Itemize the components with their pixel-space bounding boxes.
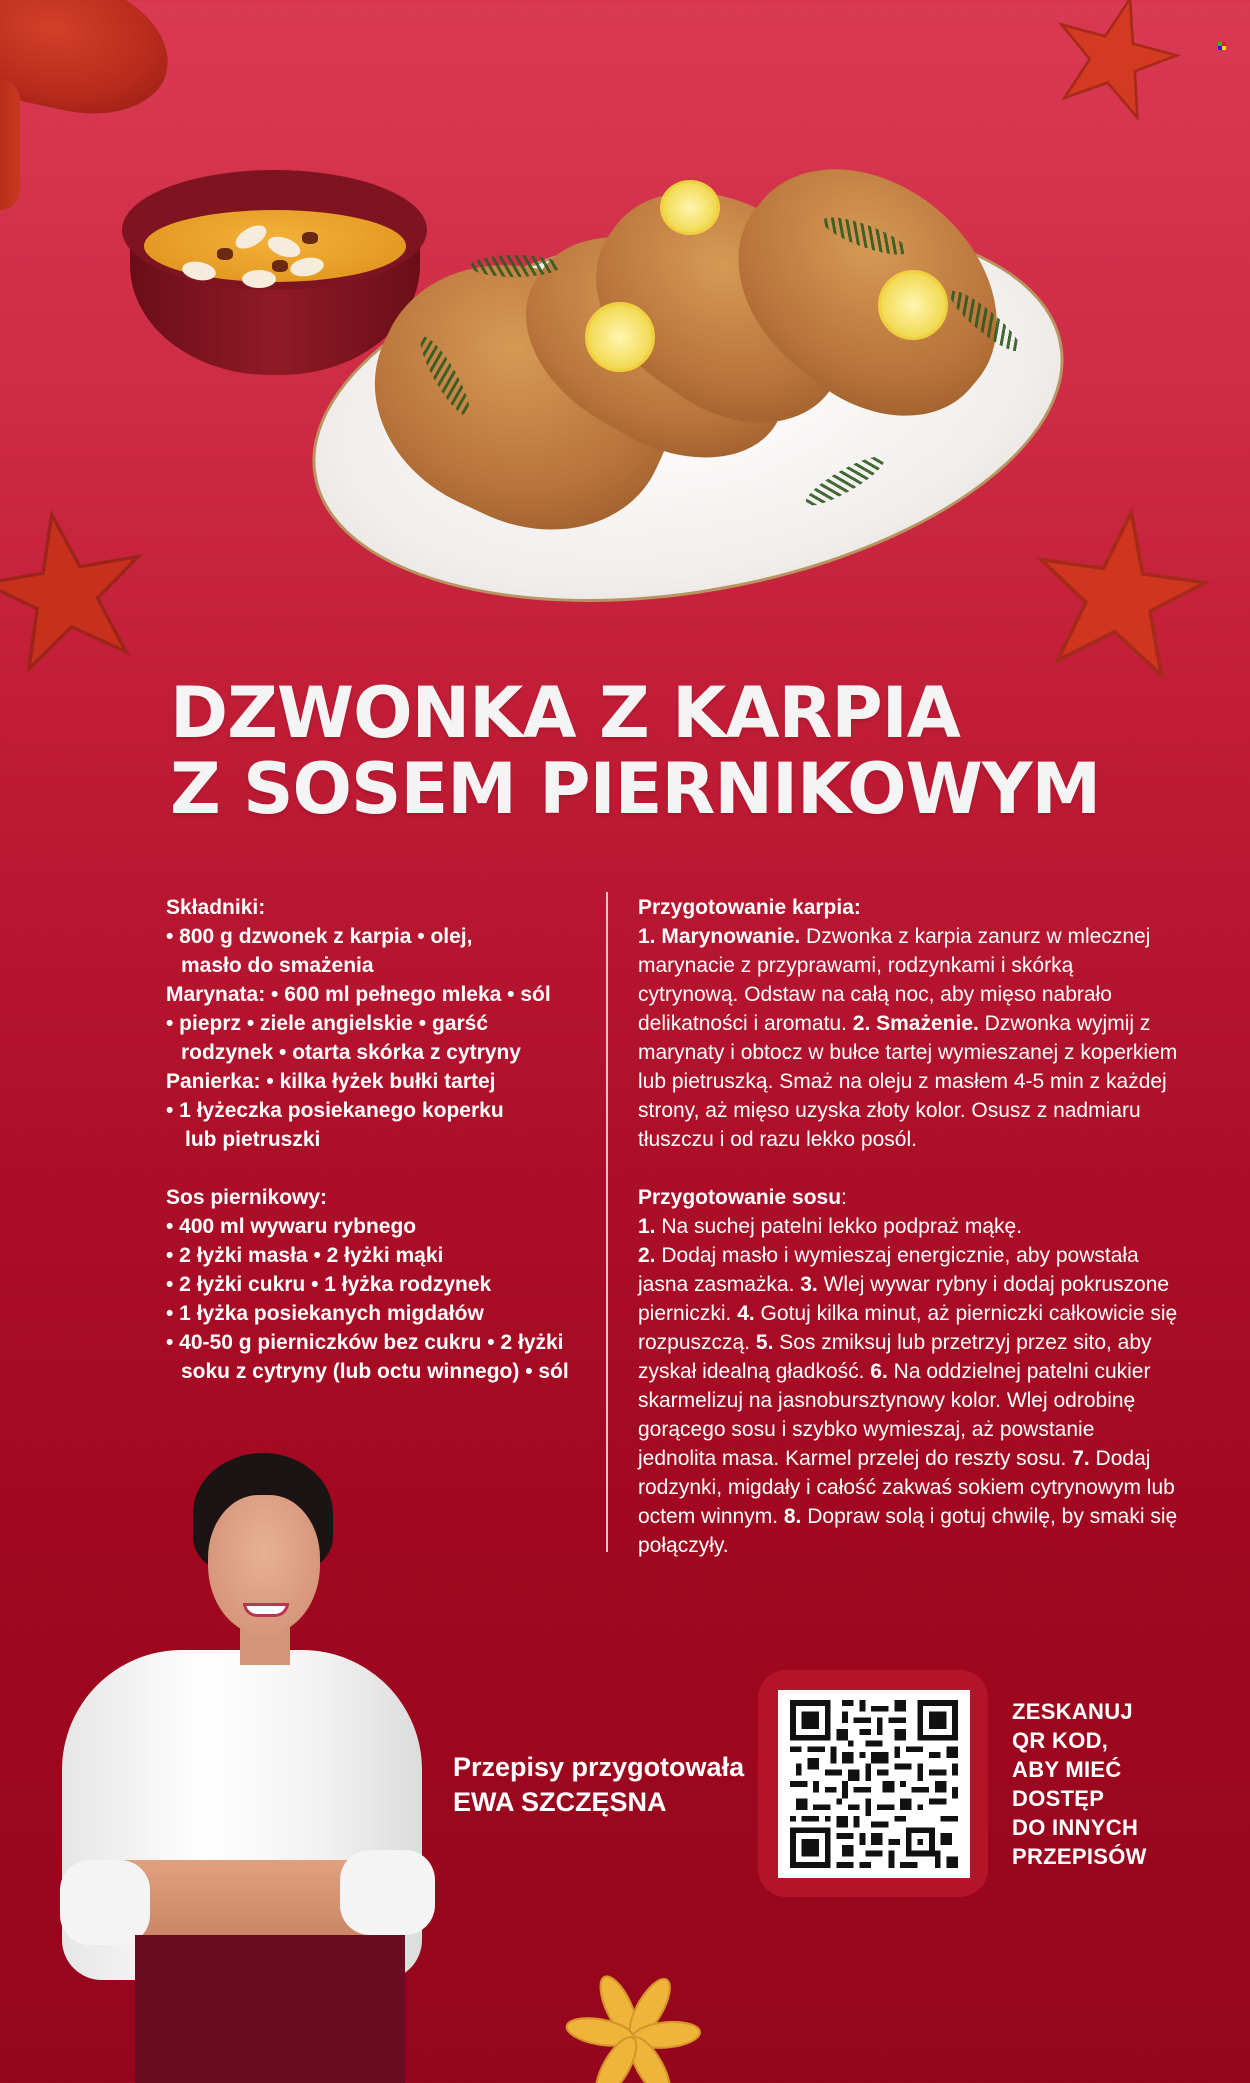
knit-star-decoration <box>1030 500 1210 685</box>
ingredient-line: • 800 g dzwonek z karpia • olej, <box>166 925 473 948</box>
lemon-slice <box>585 302 655 372</box>
sauce-ingredients-heading: Sos piernikowy: <box>166 1186 328 1209</box>
step-label: 2. Smażenie. <box>852 1012 979 1035</box>
sauce-step: 1. Na suchej patelni lekko podpraż mąkę. <box>638 1215 1023 1238</box>
knit-scarf-decoration <box>0 80 20 210</box>
print-color-marker <box>1218 42 1226 50</box>
knit-star-decoration <box>0 480 150 700</box>
carp-preparation-text <box>638 922 1178 1154</box>
ingredient-line: rodzynek • otarta skórka z cytryny <box>181 1041 521 1064</box>
carp-preparation-heading: Przygotowanie karpia: <box>638 896 861 919</box>
sauce-ingredient-line: soku z cytryny (lub octu winnego) • sól <box>181 1360 569 1383</box>
ingredients-column <box>166 893 586 1386</box>
step-text: Dzwonka z karpia zanurz w mlecznej marynacie z przyprawami, rodzynkami i skórką cytrynową. Odstaw na całą noc, aby mięso nabrało delikatności i aromatu. <box>638 925 1151 1035</box>
ingredient-line: lub pietruszki <box>185 1128 321 1151</box>
sauce-preparation-heading: Przygotowanie sosu: <box>638 1186 847 1209</box>
author-name: EWA SZCZĘSNA <box>453 1787 667 1817</box>
knit-star-decoration <box>1040 0 1190 120</box>
sauce-ingredient-line: • 2 łyżki cukru • 1 łyżka rodzynek <box>166 1273 492 1296</box>
qr-call-to-action: ZESKANUJ QR KOD, ABY MIEĆ DOSTĘP DO INNYCH PRZEPISÓW <box>1012 1699 1147 1869</box>
knit-flower-decoration <box>548 1965 718 2083</box>
step-label: 1. Marynowanie. <box>638 925 801 948</box>
ingredient-line: Marynata: • 600 ml pełnego mleka • sól <box>166 983 551 1006</box>
ingredients-heading: Składniki: <box>166 896 266 919</box>
author-credit <box>453 1750 744 1820</box>
step-text: Dzwonka wyjmij z marynaty i obtocz w bułce tartej wymieszanej z koperkiem lub pietruszką. Smaż na oleju z masłem 4-5 min z każdej strony, aż mięso uzyska złoty kolor. Osusz z nadmiaru tłuszczu i od razu lekko posól. <box>638 1012 1178 1151</box>
sauce-steps-text: 2. Dodaj masło i wymieszaj energicznie, aby powstała jasna zasmażka. 3. Wlej wywar rybny i dodaj pokruszone pierniczki. 4. Gotuj kilka minut, aż pierniczki całkowicie się rozpuszczą. 5. Sos zmiksuj lub przetrzyj przez sito, aby zyskał idealną gładkość. 6. Na oddzielnej patelni cukier skarmelizuj na jasnobursztynowy kolor. Wlej odrobinę gorącego sosu i szybko wymieszaj, aż powstanie jednolita masa. Karmel przelej do reszty sosu. 7. Dodaj rodzynki, migdały i całość zakwaś sokiem cytrynowym lub octem winnym. 8. Dopraw solą i gotuj chwilę, by smaki się połączyły. <box>638 1244 1178 1557</box>
ingredient-line: Panierka: • kilka łyżek bułki tartej <box>166 1070 496 1093</box>
column-divider <box>606 892 608 1552</box>
ingredient-line: • pieprz • ziele angielskie • garść <box>166 1012 489 1035</box>
recipe-title <box>170 672 1101 830</box>
chef-photo <box>60 1440 430 2083</box>
ingredient-line: • 1 łyżeczka posiekanego koperku <box>166 1099 504 1122</box>
sauce-ingredient-line: • 40-50 g pierniczków bez cukru • 2 łyżki <box>166 1331 564 1354</box>
sauce-ingredient-line: • 1 łyżka posiekanych migdałów <box>166 1302 484 1325</box>
author-label: Przepisy przygotowała <box>453 1752 745 1782</box>
dill-garnish <box>470 255 560 277</box>
recipe-title-line1: DZWONKA Z KARPIA <box>170 672 960 754</box>
lemon-slice <box>660 180 720 235</box>
recipe-title-line2: Z SOSEM PIERNIKOWYM <box>170 748 1101 830</box>
knit-scarf-decoration <box>0 0 181 129</box>
ingredient-line: masło do smażenia <box>181 954 374 977</box>
lemon-slice <box>878 270 948 340</box>
sauce-ingredient-line: • 2 łyżki masła • 2 łyżki mąki <box>166 1244 444 1267</box>
preparation-column <box>638 893 1178 1560</box>
qr-code[interactable] <box>778 1690 970 1878</box>
sauce-ingredient-line: • 400 ml wywaru rybnego <box>166 1215 417 1238</box>
